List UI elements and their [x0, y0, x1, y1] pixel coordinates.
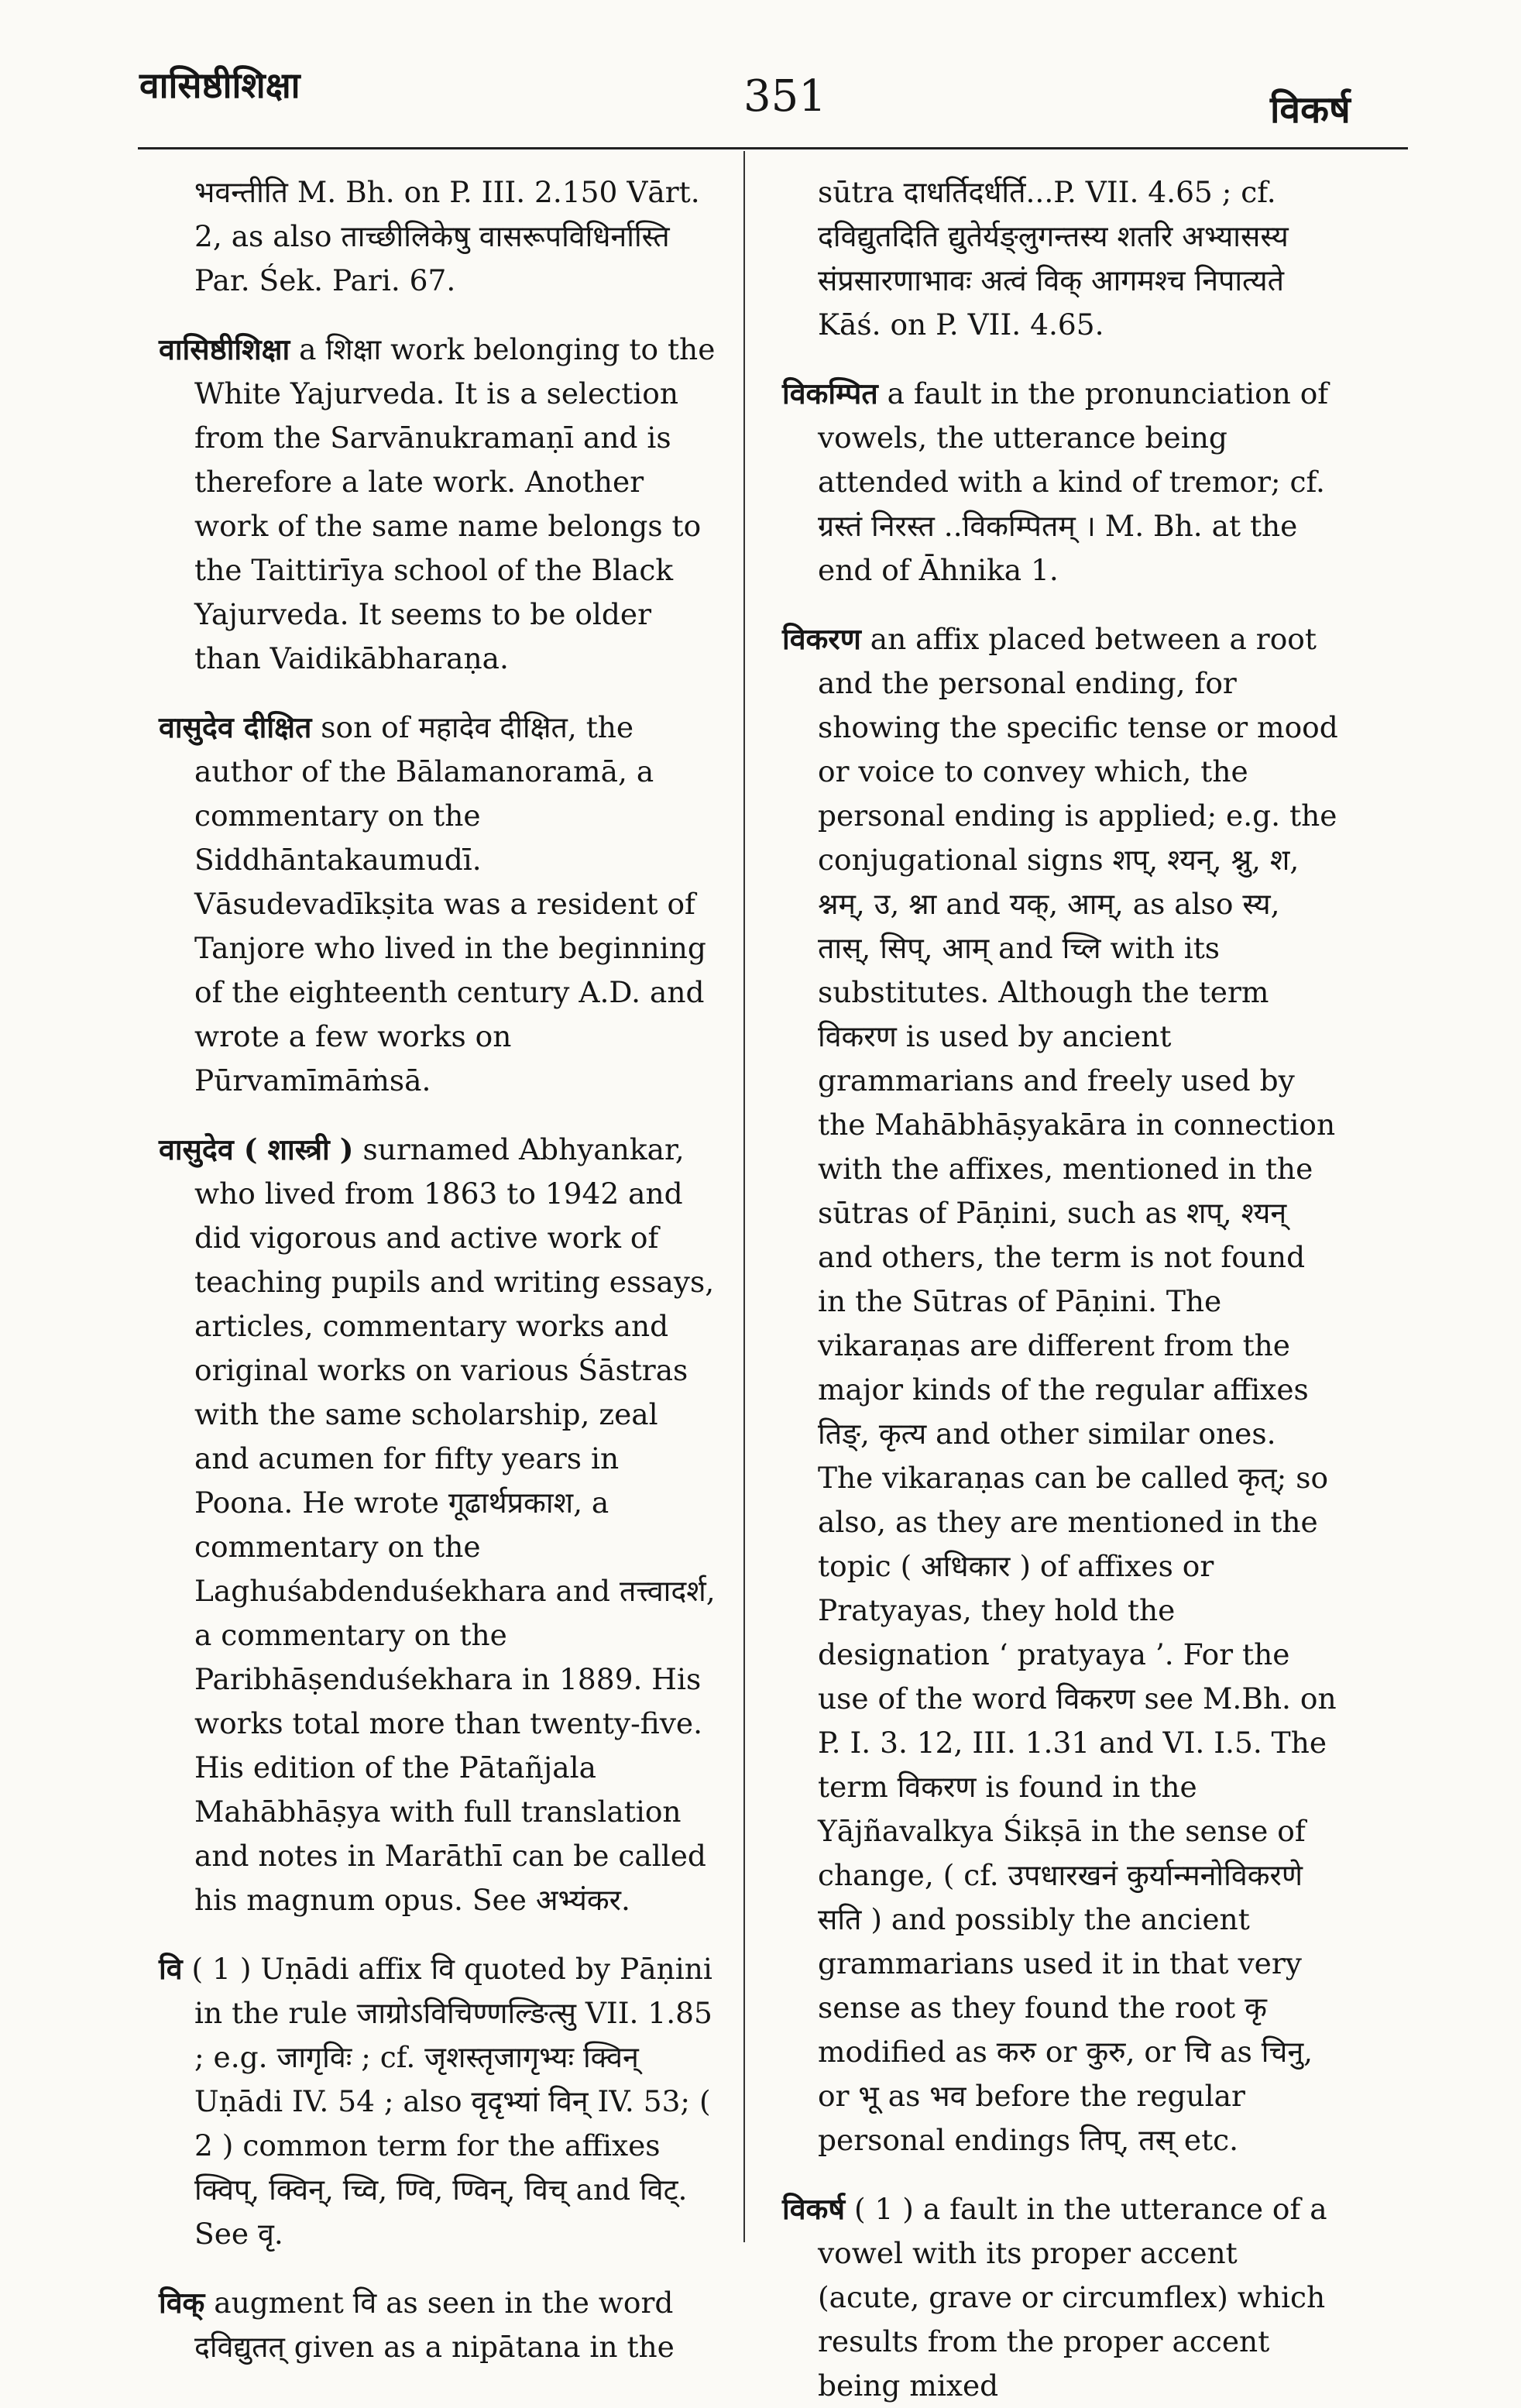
dictionary-entry [159, 706, 716, 1103]
page-header [0, 0, 1521, 147]
entry-text: a शिक्षा work belonging to the White Yajurveda. It is a selection from the Sarvānukramaṇī and is therefore a late work. Another work of the same name belongs to the Taittirīya school of the Black Yajurveda. It seems to be older than Vaidikābharaṇa. [194, 332, 716, 675]
entry-text: an affix placed between a root and the personal ending, for showing the specific tense or mood or voice to convey which, the personal ending is applied; e.g. the conjugational signs शप्, श्यन्, श्नु, श, श्नम्, उ, श्ना and यक्, आम्, as also स्य, तास्, सिप्, आम् and च्लि with its substitutes. Although the term विकरण is used by ancient grammarians and freely used by the Mahābhāṣyakāra in connection with the affixes, mentioned in the sūtras of Pāṇini, such as शप्, श्यन् and others, the term is not found in the Sūtras of Pāṇini. The vikaraṇas are different from the major kinds of the regular affixes तिङ्, कृत्य and other similar ones. The vikaraṇas can be called कृत्; so also, as they are mentioned in the topic ( अधिकार ) of affixes or Pratyayas, they hold the designation ‘ pratyaya ’. For the use of the word विकरण see M.Bh. on P. I. 3. 12, III. 1.31 and VI. I.5. The term विकरण is found in the Yājñavalkya Śikṣā in the sense of change, ( cf. उपधारखनं कुर्यान्मनोविकरणे सति ) and possibly the ancient grammarians used it in that very sense as they found the root कृ modified as करु or कुरु, or चि as चिनु, or भू as भव before the regular personal endings तिप्, तस् etc. [818, 622, 1338, 2157]
dictionary-entry [782, 2187, 1340, 2408]
page-number: 351 [743, 71, 826, 122]
entry-headword: वासुदेव दीक्षित [159, 710, 312, 744]
entry-headword: विक् [159, 2286, 205, 2320]
entry-text: surnamed Abhyankar, who lived from 1863 to 1942 and did vigorous and active work of teaching pupils and writing essays, articles, commentary works and original works on various Śāstras with the same scholarship, zeal and acumen for fifty years in Poona. He wrote गूढार्थप्रकाश, a commentary on the Laghuśabdenduśekhara and तत्त्वादर्श, a commentary on the Paribhāṣenduśekhara in 1889. His works total more than twenty-five. His edition of the Pātañjala Mahābhāṣya with full translation and notes in Marāthī can be called his magnum opus. See अभ्यंकर. [194, 1132, 716, 1917]
column-divider [743, 151, 745, 2242]
entry-text: augment वि as seen in the word दविद्युतत् given as a nipātana in the [194, 2286, 675, 2364]
dictionary-entry [159, 1947, 716, 2256]
running-head-left: वासिष्ठीशिक्षा [139, 64, 300, 106]
header-rule [138, 147, 1408, 149]
entry-text: a fault in the pronunciation of vowels, the utterance being attended with a kind of tremor; cf. ग्रस्तं निरस्त ..विकम्पितम् । M. Bh. at the end of Āhnika 1. [818, 376, 1329, 587]
entry-text: ( 1 ) a fault in the utterance of a vowel with its proper accent (acute, grave or circumflex) which results from the proper accent being mixed [818, 2192, 1327, 2403]
entry-headword: वासिष्ठीशिक्षा [159, 332, 290, 366]
entry-text: भवन्तीति M. Bh. on P. III. 2.150 Vārt. 2, as also ताच्छीलिकेषु वासरूपविधिर्नास्ति Par. Śek. Pari. 67. [194, 175, 700, 297]
dictionary-entry [782, 170, 1340, 347]
dictionary-entry [159, 1128, 716, 1922]
entry-headword: वासुदेव ( शास्त्री ) [159, 1132, 354, 1166]
entry-headword: विकर्ष [782, 2192, 846, 2226]
dictionary-entry [782, 617, 1340, 2162]
entry-text: ( 1 ) Uṇādi affix वि quoted by Pāṇini in the rule जाग्रोऽविचिण्णल्ङित्सु VII. 1.85 ; e.g. जागृविः ; cf. जृशस्तृजागृभ्यः क्विन् Uṇādi IV. 54 ; also वृदृभ्यां विन् IV. 53; ( 2 ) common term for the affixes क्विप्, क्विन्, च्वि, ण्वि, ण्विन्, विच् and विट्. See वृ. [191, 1952, 712, 2251]
right-column [782, 170, 1340, 2408]
entry-headword: वि [159, 1952, 183, 1986]
left-column [159, 170, 716, 2369]
dictionary-entry [159, 170, 716, 303]
entry-headword: विकरण [782, 622, 861, 656]
dictionary-entry [782, 372, 1340, 593]
dictionary-entry [159, 2281, 716, 2369]
running-head-right: विकर्ष [1270, 88, 1351, 132]
entry-text: sūtra दाधर्तिदर्धर्ति...P. VII. 4.65 ; cf. दविद्युतदिति द्युतेर्यङ्लुगन्तस्य शतरि अभ्यासस्य संप्रसारणाभावः अत्वं विक् आगमश्च निपात्यते Kāś. on P. VII. 4.65. [818, 175, 1289, 342]
entry-headword: विकम्पित [782, 376, 878, 410]
entry-text: son of महादेव दीक्षित, the author of the Bālamanoramā, a commentary on the Siddhāntakaumudī. Vāsudevadīkṣita was a resident of Tanjore who lived in the beginning of the eighteenth century A.D. and wrote a few works on Pūrvamīmāṁsā. [194, 710, 706, 1098]
dictionary-entry [159, 328, 716, 681]
